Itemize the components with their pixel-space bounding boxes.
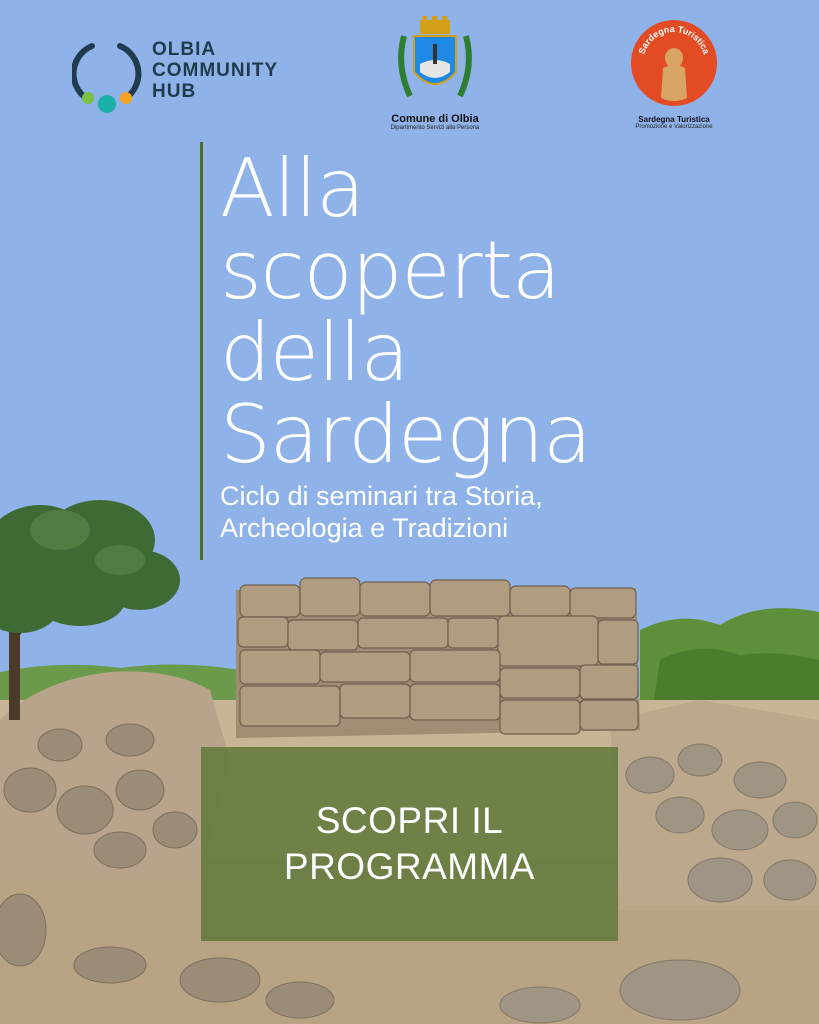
statue-icon	[629, 18, 719, 108]
sardegna-turistica-logo	[624, 18, 724, 130]
sardegna-name: Sardegna Turistica	[638, 115, 710, 124]
comune-subtitle: Dipartimento Servizi alla Persona	[390, 125, 480, 131]
header-logos	[0, 0, 819, 140]
hub-ring-icon	[72, 38, 142, 113]
sardegna-subtitle: Promozione e Valorizzazione	[635, 124, 713, 130]
title-line-2: scoperta	[220, 224, 560, 317]
title-line-3: della	[220, 306, 409, 399]
comune-name: Comune di Olbia	[391, 113, 479, 125]
hub-line-3: HUB	[152, 81, 197, 102]
page-subtitle	[220, 480, 543, 544]
title-accent-bar	[200, 142, 203, 560]
hub-line-2: COMMUNITY	[152, 60, 279, 81]
hub-line-1: OLBIA	[152, 39, 217, 60]
coat-of-arms-icon	[390, 16, 480, 106]
title-line-4: Sardegna	[220, 388, 592, 481]
page-title	[220, 142, 592, 481]
olbia-hub-wordmark	[152, 39, 278, 102]
discover-program-button[interactable]	[201, 747, 618, 941]
subtitle-line-2: Archeologia e Tradizioni	[220, 513, 509, 543]
sardegna-arc-text: Sardegna Turistica	[636, 23, 712, 56]
cta-line-2: PROGRAMMA	[283, 846, 536, 887]
subtitle-line-1: Ciclo di seminari tra Storia,	[220, 481, 543, 511]
title-line-1: Alla	[220, 142, 365, 235]
comune-di-olbia-logo	[380, 16, 490, 131]
cta-line-1: SCOPRI IL	[315, 800, 504, 841]
